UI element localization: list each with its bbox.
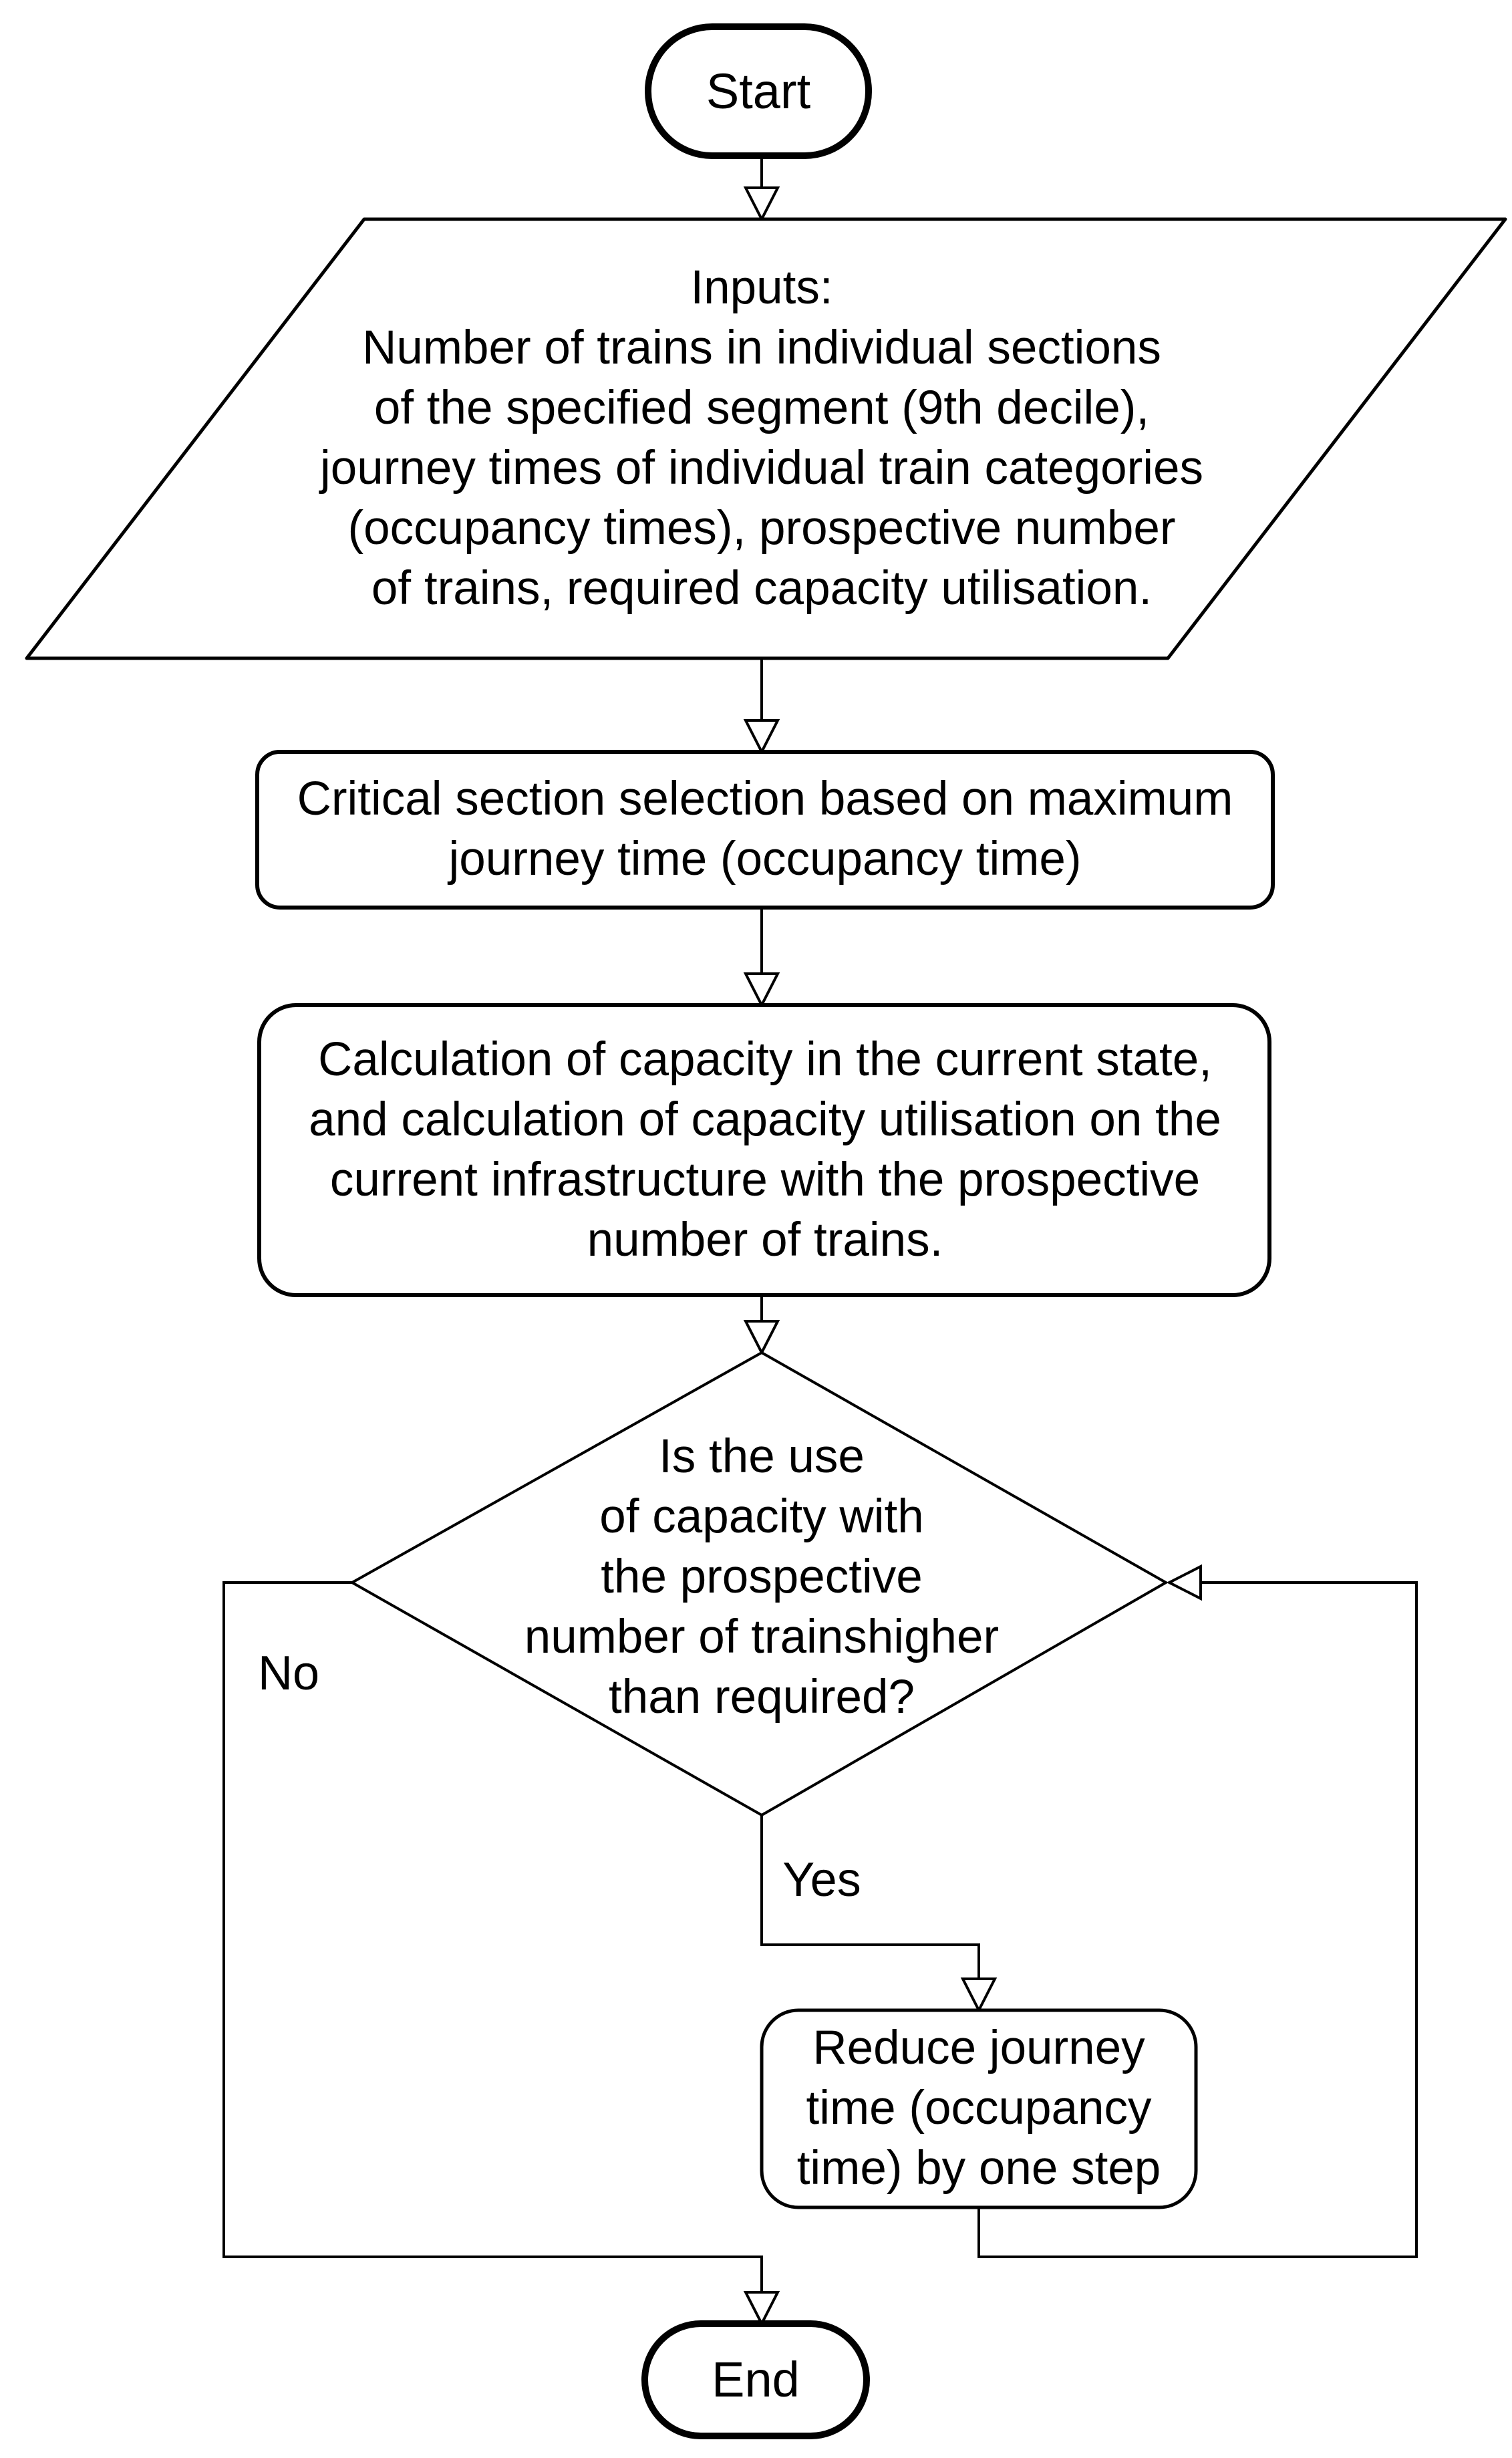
inputs-label-line: of trains, required capacity utilisation.: [371, 562, 1153, 615]
capacity-calculation-label-line: current infrastructure with the prospective: [329, 1153, 1201, 1206]
arrowhead-start-to-inputs-icon: [746, 188, 778, 219]
inputs-label: [254, 258, 1269, 619]
arrowhead-critical-to-calculation-icon: [746, 974, 778, 1005]
critical-section-label-line: journey time (occupancy time): [448, 833, 1082, 885]
reduce-journey-label-line: time) by one step: [796, 2142, 1161, 2195]
decision-label: [461, 1427, 1062, 1728]
arrowhead-inputs-to-critical-icon: [746, 720, 778, 752]
critical-section-label-line: Critical section selection based on maximum: [297, 773, 1233, 825]
inputs-label-line: of the specified segment (9th decile),: [373, 382, 1150, 434]
capacity-calculation-label-line: Calculation of capacity in the current state,: [318, 1033, 1212, 1086]
decision-label-line: than required?: [609, 1671, 915, 1724]
no-branch-label-text: No: [257, 1647, 320, 1700]
end-label: [645, 2350, 867, 2410]
start-label-text: Start: [706, 63, 811, 119]
arrowhead-no-to-end-icon: [746, 2292, 778, 2324]
arrowhead-loop-to-decision-icon: [1169, 1566, 1201, 1599]
start-label: [648, 61, 869, 122]
inputs-label-line: Inputs:: [690, 261, 833, 314]
decision-label-line: Is the use: [659, 1430, 865, 1483]
reduce-journey-label: [762, 2018, 1196, 2199]
yes-branch-label-text: Yes: [782, 1853, 861, 1907]
critical-section-label: [255, 769, 1275, 890]
capacity-calculation-label-line: number of trains.: [587, 1214, 943, 1266]
yes-branch-label: [772, 1850, 872, 1910]
no-branch-label: [239, 1643, 339, 1703]
arrowhead-yes-to-reduce-icon: [963, 1979, 995, 2010]
decision-label-line: of capacity with: [599, 1490, 924, 1543]
decision-label-line: the prospective: [601, 1550, 923, 1603]
reduce-journey-label-line: Reduce journey: [812, 2022, 1145, 2074]
inputs-label-line: (occupancy times), prospective number: [347, 502, 1176, 555]
inputs-label-line: Number of trains in individual sections: [362, 321, 1161, 374]
inputs-label-line: journey times of individual train categories: [319, 442, 1204, 495]
arrowhead-calculation-to-decision-icon: [746, 1321, 778, 1353]
decision-label-line: number of trainshigher: [524, 1611, 1000, 1663]
end-label-text: End: [712, 2352, 800, 2407]
capacity-calculation-label: [261, 1030, 1269, 1270]
reduce-journey-label-line: time (occupancy: [806, 2082, 1152, 2135]
capacity-calculation-label-line: and calculation of capacity utilisation on the: [309, 1093, 1221, 1146]
